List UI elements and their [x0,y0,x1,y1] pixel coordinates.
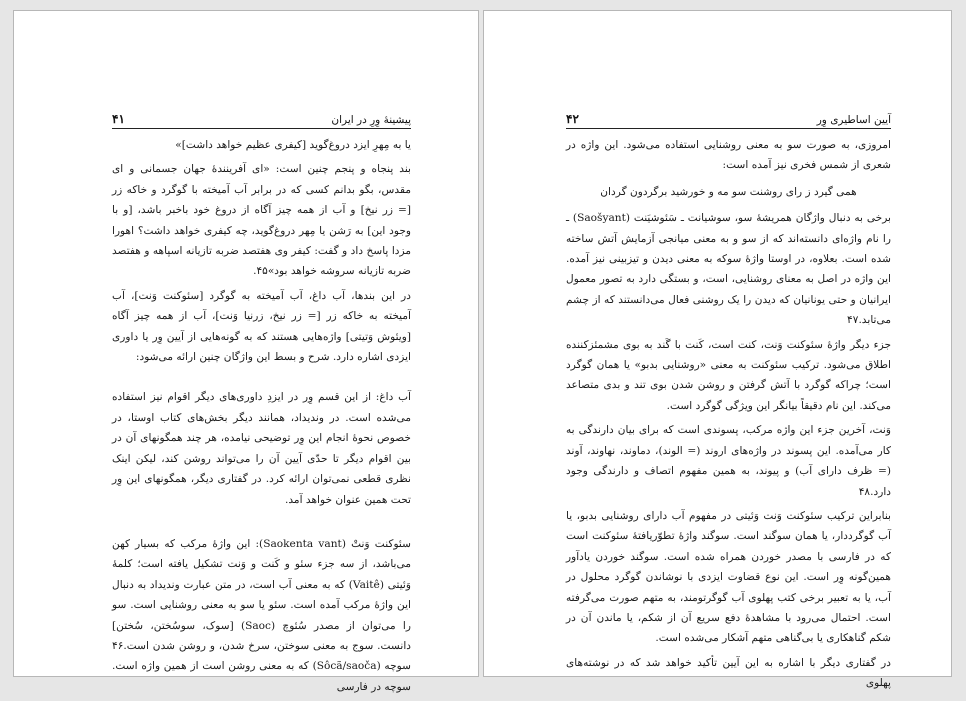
page-header [566,112,891,129]
paragraph: امروزی، به صورت سو به معنی روشنایی استفاده می‌شود. این واژه در شعری از شمس فخری نیز آمده است: [566,139,891,172]
running-title: پیشینهٔ وِرِ در ایران [331,114,411,126]
paragraph: بند پنجاه و پنجم چنین است: «ای آفرینندهٔ جهان جسمانی و ای مقدس، بگو بدانم کسی که در برابر آب آمیخته با گوگرد و خاکه زر [= زر نیخ] و آب از همه چیز آگاه از دروغ خود باخبر باشد، [و با وجود این] به رَشن یا مِهر دروغ‌گوید، چه کیفری خواهد داشت؟ اهورا مزدا پاسخ داد و گفت: کیفر وی هفتصد ضربه تازیانه اسپاهه و هفتصد ضربه تازیانه سروشه خواهد بود»۴۵. [112,163,411,278]
paragraph: وَنت، آخرین جزء این واژه مرکب، پسوندی است که برای بیان دارندگی به کار می‌آمده. این پسوند در واژه‌های اروند (= الوند)، دماوند، نهاوند، آوند (= ظرف دارای آب) و پیوند، به همین مفهوم اتصاف و دارندگی وجود دارد.۴۸ [566,424,891,498]
page-number: ۴۲ [566,112,579,126]
paragraph: در گفتاری دیگر با اشاره به این آیین تأکید خواهد شد که در نوشته‌های پهلوی [566,656,891,690]
page-body [566,135,891,698]
right-page [483,10,952,690]
page-body [112,135,411,701]
left-page [13,10,479,693]
paragraph: یا به مِهرِ ایزد دروغ‌گوید [کیفری عظیم خواهد داشت]» [175,139,411,151]
page-number: ۴۱ [112,112,125,126]
paragraph: آب داغ: از این قسم وِر در ایزدِ داوری‌های دیگر اقوام نیز استفاده می‌شده است. در وندیداد، همانند دیگر بخش‌های کتاب اوستا، در خصوص نحوهٔ انجام این وِر توضیحی نیامده، هر چند همگونهای آن در بین اقوام دیگر تا حدّی آیین آن را می‌تواند روشن کند، لیکن اینک نظری قطعی نمی‌توان ارائه کرد. در گفتاری دیگر، همگونهای این وِر تحت همین عنوان خواهد آمد. [112,391,411,506]
running-title: آیین اساطیری وِر [816,114,891,126]
paragraph: بنابراین ترکیب سئوکنت وَنت وَئیتی در مفهوم آب دارای روشنایی بدبو، یا آب گوگرددار، یا همان سوگند است. سوگند واژهٔ تطوّریافتهٔ سئوکنت است که در فارسی با مصدر خوردن همراه شده است. سوگند خوردن یادآور همین‌گونه وِر است. این نوع قضاوت ایزدی با نوشاندن گوگرد محلول در آب، یا به تعبیر برخی کتب پهلوی آب گوگرتومند، به متهم صورت می‌گرفته است. احتمال می‌رود با مشاهدهٔ دفع سریع آن از شکم، یا ماندن آن در شکم گناهکاری یا بی‌گناهی متهم آشکار می‌شده است. [566,509,891,645]
page-header [112,112,411,129]
paragraph: در این بندها، آب داغ، آب آمیخته به گوگرد [سئوکنت وَنت]، آب آمیخته به خاکه زر [= زر نیخ، زرنیا وَنت]، آب از همه چیز آگاه [ویئوش وَتیتی] واژه‌هایی هستند که به گونه‌هایی از آیین وِر یا داوری ایزدی اشاره دارد. شرح و بسط این واژگان چنین ارائه می‌شود: [112,289,411,364]
verse: همی گیرد ز رای روشنت سو مه و خورشید برگردون گردان [600,185,857,198]
paragraph: برخی به دنبال واژگان همریشهٔ سو، سوشیانت ـ سَئوشیَنت (Saošyant) ـ را نام واژه‌ای دانسته‌اند که از سو و به معنی میانجی آزمایش آتش ساخته شده است. بعلاوه، در اوستا واژهٔ سوکه به معنی دیدن و تیزبینی نیز آمده. این واژه در اصل به معنای روشنایی، است، و بستگی دارد به تصور معمول ایرانیان و حتی یونانیان که دیدن را یک روشنی فعال می‌دانستند که از چشم می‌تابد.۴۷ [566,212,892,327]
paragraph: سئوکنت وَنتْ (Saokenta vant): این واژهٔ مرکب که بسیار کهن می‌باشد، از سه جزء سئو و کَنت و وَنت تشکیل یافته است؛ کلمهٔ وَئیتی (Vaitê) که به معنی آب است، در متن عبارت وندیداد به دنبال این واژهٔ مرکب آمده است. سئو یا سو به معنی روشنایی است. سو را می‌توان از مصدر سُئوچ (Saoc) [سوک، سوسُختن، سُختن] دانست. سوج به معنی سوختن، سرخ شدن، و روشن شدن است.۴۶ سوچه (Sôcã/saoča) که به معنی روشن است از همین واژه است. سوچه در فارسی [112,537,412,693]
paragraph: جزء دیگر واژهٔ سئوکنت وَنت، کنت است، کَنت با گَند به بوی مشمئزکننده اطلاق می‌شود. ترکیب سئوکنت به معنی «روشنایی بدبو» یا همان گوگرد است؛ چراکه گوگرد با آتش گرفتن و روشن شدن بوی تند و بدی متصاعد می‌کند. این نام دقیقاً بیانگر این ویژگی گوگرد است. [566,338,891,412]
